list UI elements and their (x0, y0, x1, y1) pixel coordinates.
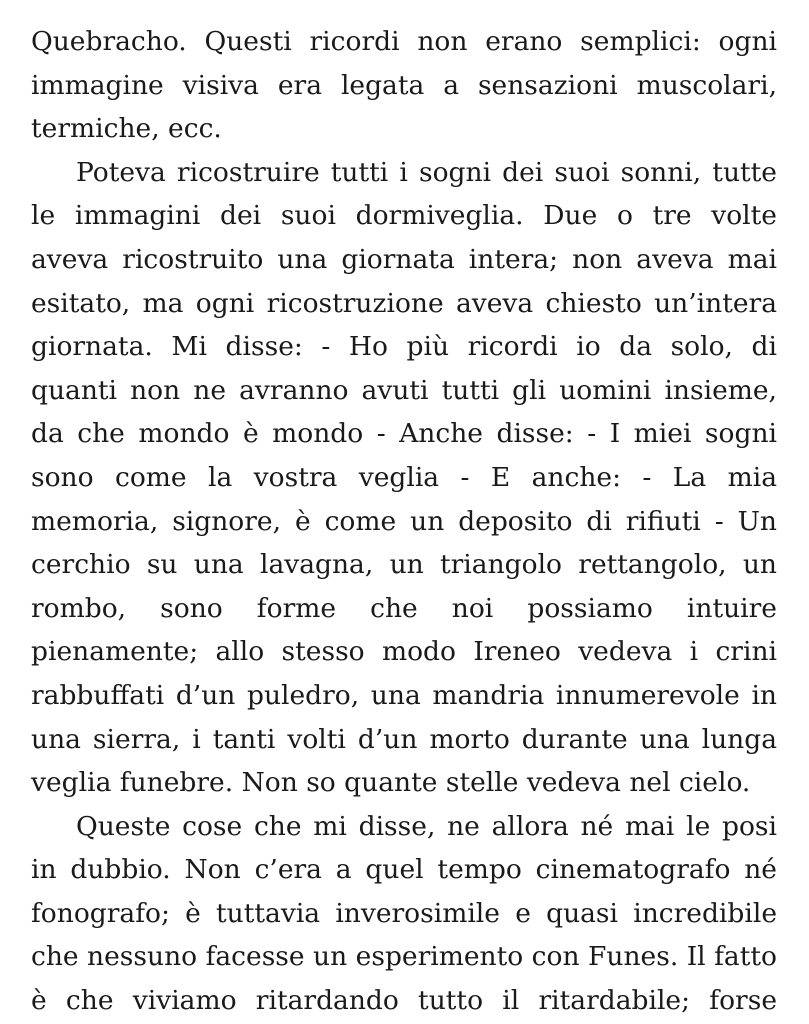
book-page (31, 20, 777, 1023)
text-line: pienamente; allo stesso modo Ireneo vedeva i crini (31, 636, 777, 668)
text-line: rombo, sono forme che noi possiamo intuire (31, 592, 777, 624)
text-line: in dubbio. Non c’era a quel tempo cinematografo né (31, 854, 777, 886)
text-line: Queste cose che mi disse, ne allora né mai le posi (76, 810, 777, 842)
text-line: Poteva ricostruire tutti i sogni dei suoi sonni, tutte (76, 156, 777, 188)
text-line: cerchio su una lavagna, un triangolo rettangolo, un (31, 549, 777, 581)
text-line: Quebracho. Questi ricordi non erano semplici: ogni (31, 26, 777, 57)
text-line: le immagini dei suoi dormiveglia. Due o tre volte (31, 200, 777, 232)
text-line: fonografo; è tuttavia inverosimile e quasi incredibile (31, 897, 777, 929)
text-line: da che mondo è mondo - Anche disse: - I miei sogni (31, 418, 777, 450)
paragraph-3 (31, 805, 777, 1023)
text-line: giornata. Mi disse: - Ho più ricordi io da solo, di (31, 331, 777, 363)
text-line: aveva ricostruito una giornata intera; non aveva mai (31, 243, 777, 275)
text-line: immagine visiva era legata a sensazioni muscolari, (31, 69, 777, 101)
text-line: è che viviamo ritardando tutto il ritardabile; forse (31, 985, 777, 1017)
text-line: rabbuffati d’un puledro, una mandria innumerevole in (31, 679, 777, 711)
text-line: che nessuno facesse un esperimento con Funes. Il fatto (31, 941, 777, 973)
text-line: esitato, ma ogni ricostruzione aveva chiesto un’intera (31, 287, 777, 319)
text-line: quanti non ne avranno avuti tutti gli uomini insieme, (31, 374, 777, 406)
text-line: termiche, ecc. (31, 113, 222, 145)
text-line: una sierra, i tanti volti d’un morto durante una lunga (31, 723, 777, 755)
paragraph-2 (31, 151, 777, 805)
text-line: memoria, signore, è come un deposito di rifiuti - Un (31, 505, 777, 537)
text-line: veglia funebre. Non so quante stelle vedeva nel cielo. (31, 767, 751, 799)
text-line: sono come la vostra veglia - E anche: - La mia (31, 461, 777, 493)
paragraph-1 (31, 20, 777, 151)
